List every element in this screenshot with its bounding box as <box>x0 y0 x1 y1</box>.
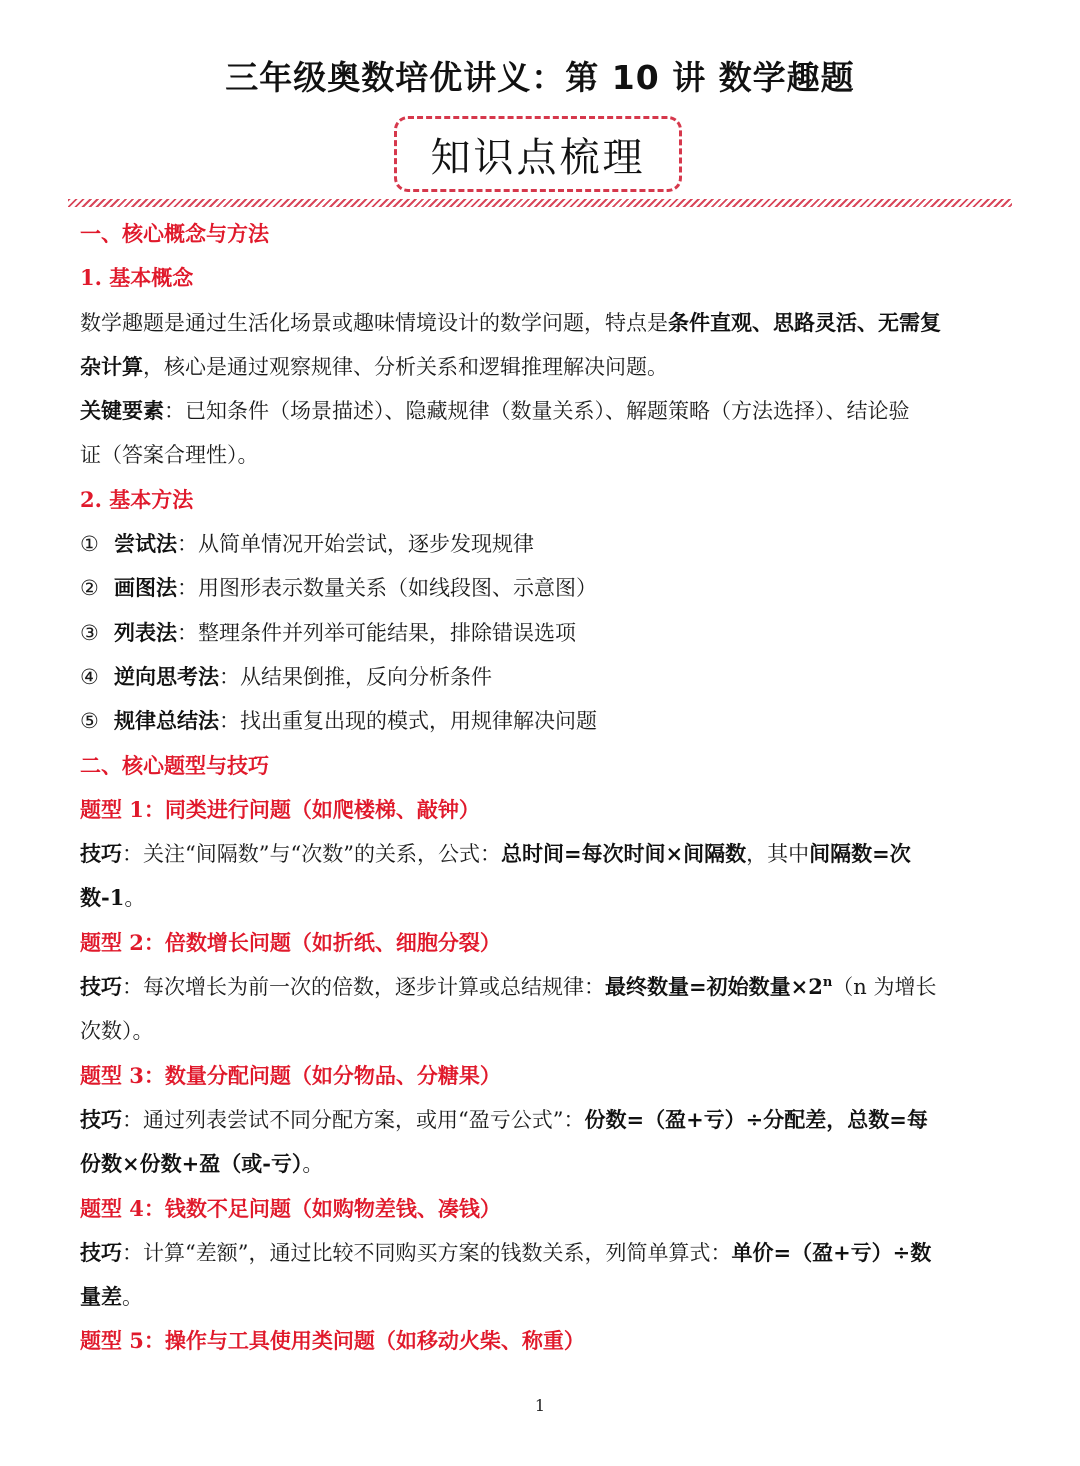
technique-label: 技巧 <box>80 974 122 1000</box>
technique-line <box>80 965 1004 1009</box>
section-title-box: 知识点梳理 <box>394 116 682 192</box>
technique-line <box>80 1098 1004 1142</box>
decorative-divider <box>68 199 1012 207</box>
method-item <box>80 611 1004 655</box>
technique-label: 技巧 <box>80 1239 122 1265</box>
paragraph-definition-line-1 <box>80 301 1004 345</box>
document-title: 三年级奥数培优讲义：第 10 讲 数学趣题 <box>225 58 855 97</box>
technique-line-continued <box>80 876 1004 920</box>
circled-number: ⑤ <box>80 709 99 734</box>
method-item <box>80 699 1004 743</box>
problem-type-title: 题型 4：钱数不足问题（如购物差钱、凑钱） <box>80 1195 501 1221</box>
text-span: 。 <box>122 1285 143 1310</box>
method-name: 规律总结法 <box>114 708 219 734</box>
technique-label: 技巧 <box>80 841 122 867</box>
technique-line-continued <box>80 1142 1004 1186</box>
paragraph-key-elements-line-1 <box>80 389 1004 433</box>
text-span: ：每次增长为前一次的倍数，逐步计算或总结规律： <box>122 975 605 1000</box>
circled-number: ③ <box>80 620 99 645</box>
heading-core-problem-types: 二、核心题型与技巧 <box>80 752 269 778</box>
text-span: 。 <box>302 1152 324 1177</box>
exponent: n <box>822 975 833 991</box>
text-span: ：关注“间隔数”与“次数”的关系，公式： <box>122 842 501 867</box>
text-span: ，其中 <box>746 842 810 867</box>
document-body <box>80 212 1004 1364</box>
paragraph-definition-line-2 <box>80 345 1004 389</box>
problem-type-title: 题型 2：倍数增长问题（如折纸、细胞分裂） <box>80 929 501 955</box>
method-name: 逆向思考法 <box>114 663 219 689</box>
heading-core-concepts: 一、核心概念与方法 <box>80 221 269 246</box>
text-span: 数学趣题是通过生活化场景或趣味情境设计的数学问题，特点是 <box>80 310 668 335</box>
subheading-basic-methods: 2. 基本方法 <box>80 486 194 512</box>
problem-type-title: 题型 1：同类进行问题（如爬楼梯、敲钟） <box>80 796 480 822</box>
technique-line-continued: 次数）。 <box>80 1019 154 1044</box>
formula-text: 量差 <box>80 1284 122 1310</box>
bold-text: 杂计算 <box>80 353 143 379</box>
formula-text: 份数×份数+盈（或-亏） <box>80 1151 303 1177</box>
method-description: ：用图形表示数量关系（如线段图、示意图） <box>177 576 597 601</box>
technique-line <box>80 832 1004 876</box>
circled-number: ① <box>80 532 99 557</box>
method-description: ：从结果倒推，反向分析条件 <box>219 664 492 689</box>
method-name: 画图法 <box>114 575 177 601</box>
method-name: 尝试法 <box>114 531 177 557</box>
bold-text: 条件直观、思路灵活、无需复 <box>668 309 941 335</box>
text-span: 。 <box>124 886 146 911</box>
technique-label: 技巧 <box>80 1106 122 1132</box>
subheading-basic-concepts: 1. 基本概念 <box>80 265 194 291</box>
method-description: ：整理条件并列举可能结果，排除错误选项 <box>177 620 576 645</box>
method-item <box>80 655 1004 699</box>
text-span: ：已知条件（场景描述）、隐藏规律（数量关系）、解题策略（方法选择）、结论验 <box>164 399 910 424</box>
method-description: ：找出重复出现的模式，用规律解决问题 <box>219 709 597 734</box>
method-name: 列表法 <box>114 619 177 645</box>
method-item <box>80 566 1004 610</box>
text-span: ，核心是通过观察规律、分析关系和逻辑推理解决问题。 <box>143 354 668 379</box>
technique-line-continued <box>80 1275 1004 1319</box>
formula-text: 份数=（盈+亏）÷分配差，总数=每 <box>584 1106 928 1132</box>
formula-text: 数-1 <box>80 885 125 911</box>
page-number: 1 <box>534 1396 546 1415</box>
paragraph-key-elements-line-2: 证（答案合理性）。 <box>80 443 259 468</box>
problem-type-title: 题型 5：操作与工具使用类问题（如移动火柴、称重） <box>80 1328 585 1354</box>
circled-number: ④ <box>80 664 99 689</box>
bold-label: 关键要素 <box>80 398 164 424</box>
method-item <box>80 522 1004 566</box>
text-span: ：计算“差额”，通过比较不同购买方案的钱数关系，列简单算式： <box>122 1240 732 1265</box>
text-span: ：通过列表尝试不同分配方案，或用“盈亏公式”： <box>122 1107 585 1132</box>
circled-number: ② <box>80 576 99 601</box>
formula-text: 单价=（盈+亏）÷数 <box>731 1239 932 1265</box>
formula-text: 总时间=每次时间×间隔数 <box>500 841 747 867</box>
formula-text: 最终数量=初始数量×2 <box>605 974 823 1000</box>
problem-type-title: 题型 3：数量分配问题（如分物品、分糖果） <box>80 1062 501 1088</box>
formula-text: 间隔数=次 <box>809 841 911 867</box>
method-description: ：从简单情况开始尝试，逐步发现规律 <box>177 532 534 557</box>
text-span: （n 为增长 <box>832 975 937 1000</box>
technique-line <box>80 1231 1004 1275</box>
